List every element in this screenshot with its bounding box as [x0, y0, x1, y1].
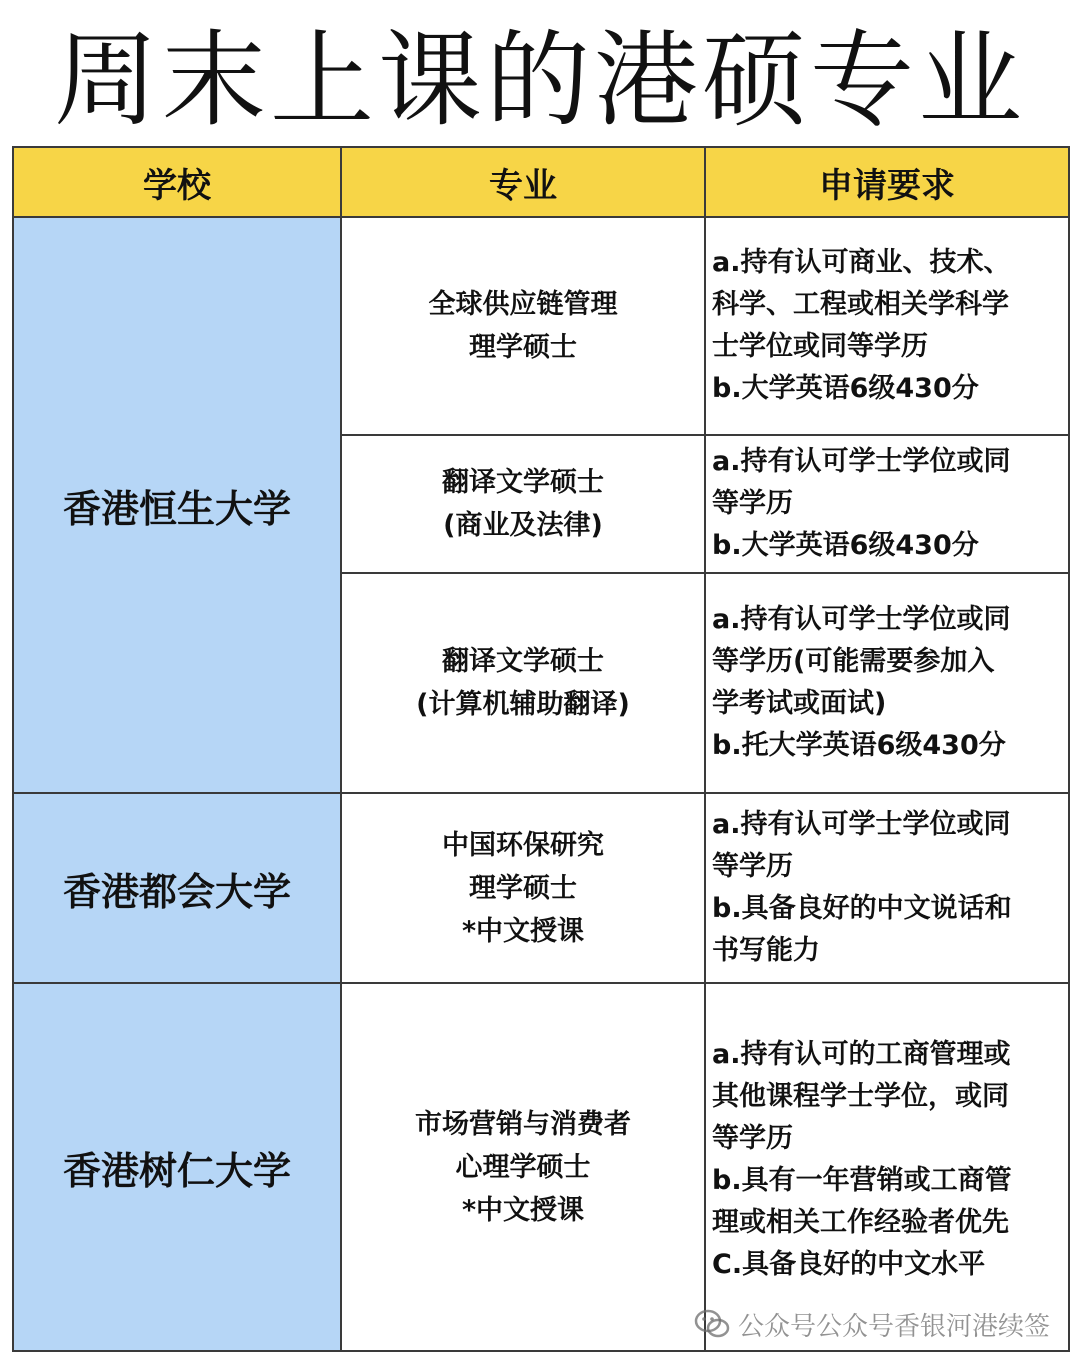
- requirement-line: b.大学英语6级430分: [712, 530, 979, 561]
- major-line: 理学硕士: [469, 872, 577, 904]
- requirement-line: a.持有认可商业、技术、: [712, 247, 1011, 278]
- requirement-line: C.具备良好的中文水平: [712, 1249, 986, 1280]
- table-row: [13, 793, 1069, 983]
- school-cell: 香港都会大学: [13, 793, 341, 983]
- watermark: [694, 1304, 1050, 1344]
- school-cell: 香港恒生大学: [13, 217, 341, 793]
- requirement-line: b.具有一年营销或工商管: [712, 1165, 1012, 1196]
- wechat-icon: [694, 1309, 730, 1339]
- requirements-cell: [705, 217, 1069, 435]
- requirement-line: 学考试或面试): [712, 688, 887, 719]
- requirements-cell: [705, 435, 1069, 573]
- major-line: 翻译文学硕士: [442, 646, 604, 677]
- major-line: 中国环保研究: [442, 829, 604, 861]
- page-title: 周末上课的港硕专业: [53, 19, 1026, 141]
- requirement-line: a.持有认可学士学位或同: [712, 446, 1011, 477]
- major-cell: [341, 573, 705, 793]
- major-line: (商业及法律): [443, 510, 603, 541]
- requirement-line: 其他课程学士学位，或同: [712, 1081, 1009, 1112]
- school-cell: 香港树仁大学: [13, 983, 341, 1351]
- header-major: 专业: [341, 147, 705, 217]
- header-school: 学校: [13, 147, 341, 217]
- requirements-cell: [705, 793, 1069, 983]
- watermark-text: 公众号公众号香银河港续签: [737, 1311, 1050, 1342]
- requirement-line: a.持有认可学士学位或同: [712, 604, 1011, 635]
- requirement-line: 科学、工程或相关学科学: [712, 289, 1009, 320]
- program-table: [12, 146, 1070, 1352]
- requirement-line: a.持有认可学士学位或同: [712, 809, 1011, 840]
- requirement-line: 等学历: [712, 851, 793, 882]
- major-cell: [341, 983, 705, 1351]
- requirement-line: 理或相关工作经验者优先: [712, 1207, 1009, 1238]
- requirements-cell: [705, 573, 1069, 793]
- requirements-cell: [705, 983, 1069, 1351]
- major-line: *中文授课: [461, 1194, 585, 1226]
- requirement-line: b.大学英语6级430分: [712, 373, 979, 404]
- major-line: 心理学硕士: [455, 1151, 591, 1183]
- major-cell: [341, 793, 705, 983]
- requirement-line: 等学历: [712, 1123, 793, 1154]
- requirement-line: 等学历(可能需要参加入: [712, 646, 995, 677]
- requirement-line: 书写能力: [712, 935, 820, 966]
- major-line: 理学硕士: [469, 332, 577, 363]
- table-row: [13, 983, 1069, 1351]
- major-cell: [341, 435, 705, 573]
- major-line: 全球供应链管理: [428, 289, 618, 320]
- header-requirements: 申请要求: [705, 147, 1069, 217]
- major-line: (计算机辅助翻译): [416, 689, 630, 720]
- table-row: [13, 217, 1069, 435]
- requirement-line: 士学位或同等学历: [712, 331, 928, 362]
- major-line: 翻译文学硕士: [442, 467, 604, 498]
- major-line: 市场营销与消费者: [415, 1108, 631, 1140]
- requirement-line: b.托大学英语6级430分: [712, 730, 1006, 761]
- requirement-line: a.持有认可的工商管理或: [712, 1039, 1011, 1070]
- requirement-line: 等学历: [712, 488, 793, 519]
- major-line: *中文授课: [461, 915, 585, 947]
- major-cell: [341, 217, 705, 435]
- table-header-row: [13, 147, 1069, 217]
- requirement-line: b.具备良好的中文说话和: [712, 893, 1012, 924]
